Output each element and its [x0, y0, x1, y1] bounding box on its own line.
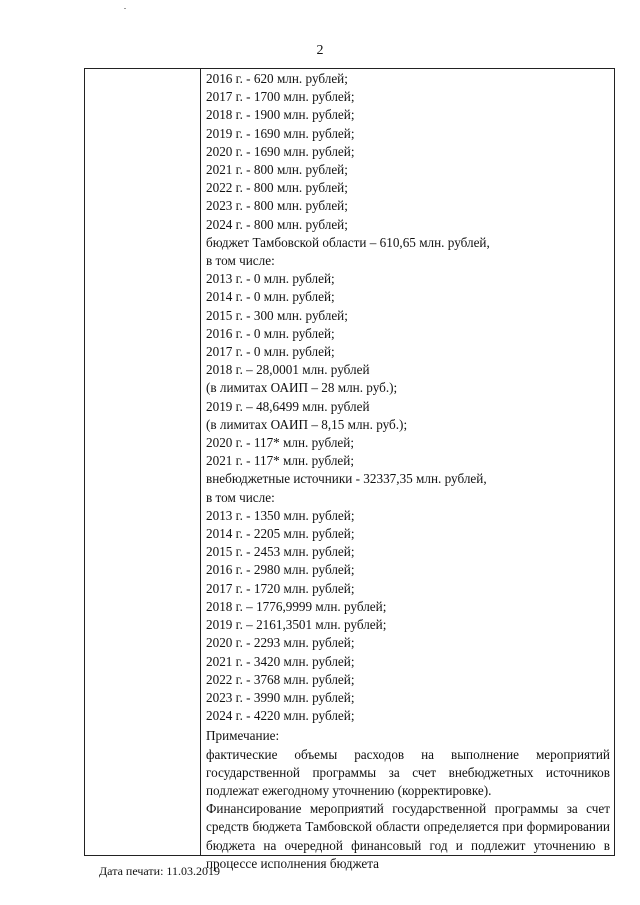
funding-line: 2020 г. - 1690 млн. рублей; — [206, 143, 355, 159]
funding-line: 2017 г. - 1700 млн. рублей; — [206, 89, 355, 105]
funding-line: 2024 г. - 800 млн. рублей; — [206, 216, 348, 232]
note-paragraph-2: Финансирование мероприятий государственной программы за счет средств бюджета Тамбовской области определяется при формировании бюджета на очередной финансовый год и подлежит уточнению в процессе исполнения бюджета — [206, 801, 610, 871]
funding-line: 2019 г. – 2161,3501 млн. рублей; — [206, 617, 387, 633]
funding-line: 2018 г. - 1900 млн. рублей; — [206, 107, 355, 123]
funding-line: 2017 г. - 1720 млн. рублей; — [206, 580, 355, 596]
page-number: 2 — [316, 43, 324, 58]
print-date: Дата печати: 11.03.2019 — [99, 864, 220, 878]
funding-line: 2021 г. - 3420 млн. рублей; — [206, 653, 355, 669]
funding-line: внебюджетные источники - 32337,35 млн. рублей, — [206, 471, 487, 487]
funding-line: 2023 г. - 3990 млн. рублей; — [206, 689, 355, 705]
table-content-cell — [206, 70, 610, 873]
scan-speck — [124, 8, 126, 9]
funding-line: 2024 г. - 4220 млн. рублей; — [206, 708, 355, 724]
table-column-divider — [200, 68, 201, 856]
note-section — [206, 727, 610, 873]
funding-line: 2014 г. - 2205 млн. рублей; — [206, 526, 355, 542]
note-heading: Примечание: — [206, 728, 280, 744]
funding-line: 2015 г. - 2453 млн. рублей; — [206, 544, 355, 560]
funding-line: 2021 г. - 800 млн. рублей; — [206, 162, 348, 178]
funding-line: 2014 г. - 0 млн. рублей; — [206, 289, 335, 305]
funding-line: в том числе: — [206, 489, 275, 505]
note-paragraph-1: фактические объемы расходов на выполнение мероприятий государственной программы за счет внебюджетных источников подлежат ежегодному уточнению (корректировке). — [206, 746, 610, 798]
funding-line: бюджет Тамбовской области – 610,65 млн. рублей, — [206, 234, 490, 250]
funding-line: 2021 г. - 117* млн. рублей; — [206, 453, 355, 469]
funding-line: 2020 г. - 117* млн. рублей; — [206, 435, 355, 451]
funding-line: 2020 г. - 2293 млн. рублей; — [206, 635, 355, 651]
funding-line: (в лимитах ОАИП – 28 млн. руб.); — [206, 380, 398, 396]
funding-line: 2018 г. – 28,0001 млн. рублей — [206, 362, 370, 378]
funding-line: (в лимитах ОАИП – 8,15 млн. руб.); — [206, 416, 408, 432]
funding-line: 2016 г. - 2980 млн. рублей; — [206, 562, 355, 578]
funding-line: 2013 г. - 0 млн. рублей; — [206, 271, 335, 287]
funding-line: 2022 г. - 800 млн. рублей; — [206, 180, 348, 196]
funding-lines — [206, 70, 610, 725]
funding-line: 2019 г. - 1690 млн. рублей; — [206, 125, 355, 141]
funding-line: 2013 г. - 1350 млн. рублей; — [206, 507, 355, 523]
funding-line: 2016 г. - 620 млн. рублей; — [206, 71, 348, 86]
funding-line: 2019 г. – 48,6499 млн. рублей — [206, 398, 370, 414]
funding-line: 2017 г. - 0 млн. рублей; — [206, 344, 335, 360]
funding-line: 2018 г. – 1776,9999 млн. рублей; — [206, 598, 387, 614]
funding-line: 2016 г. - 0 млн. рублей; — [206, 325, 335, 341]
funding-line: 2023 г. - 800 млн. рублей; — [206, 198, 348, 214]
funding-line: в том числе: — [206, 253, 275, 269]
funding-line: 2015 г. - 300 млн. рублей; — [206, 307, 348, 323]
funding-line: 2022 г. - 3768 млн. рублей; — [206, 671, 355, 687]
